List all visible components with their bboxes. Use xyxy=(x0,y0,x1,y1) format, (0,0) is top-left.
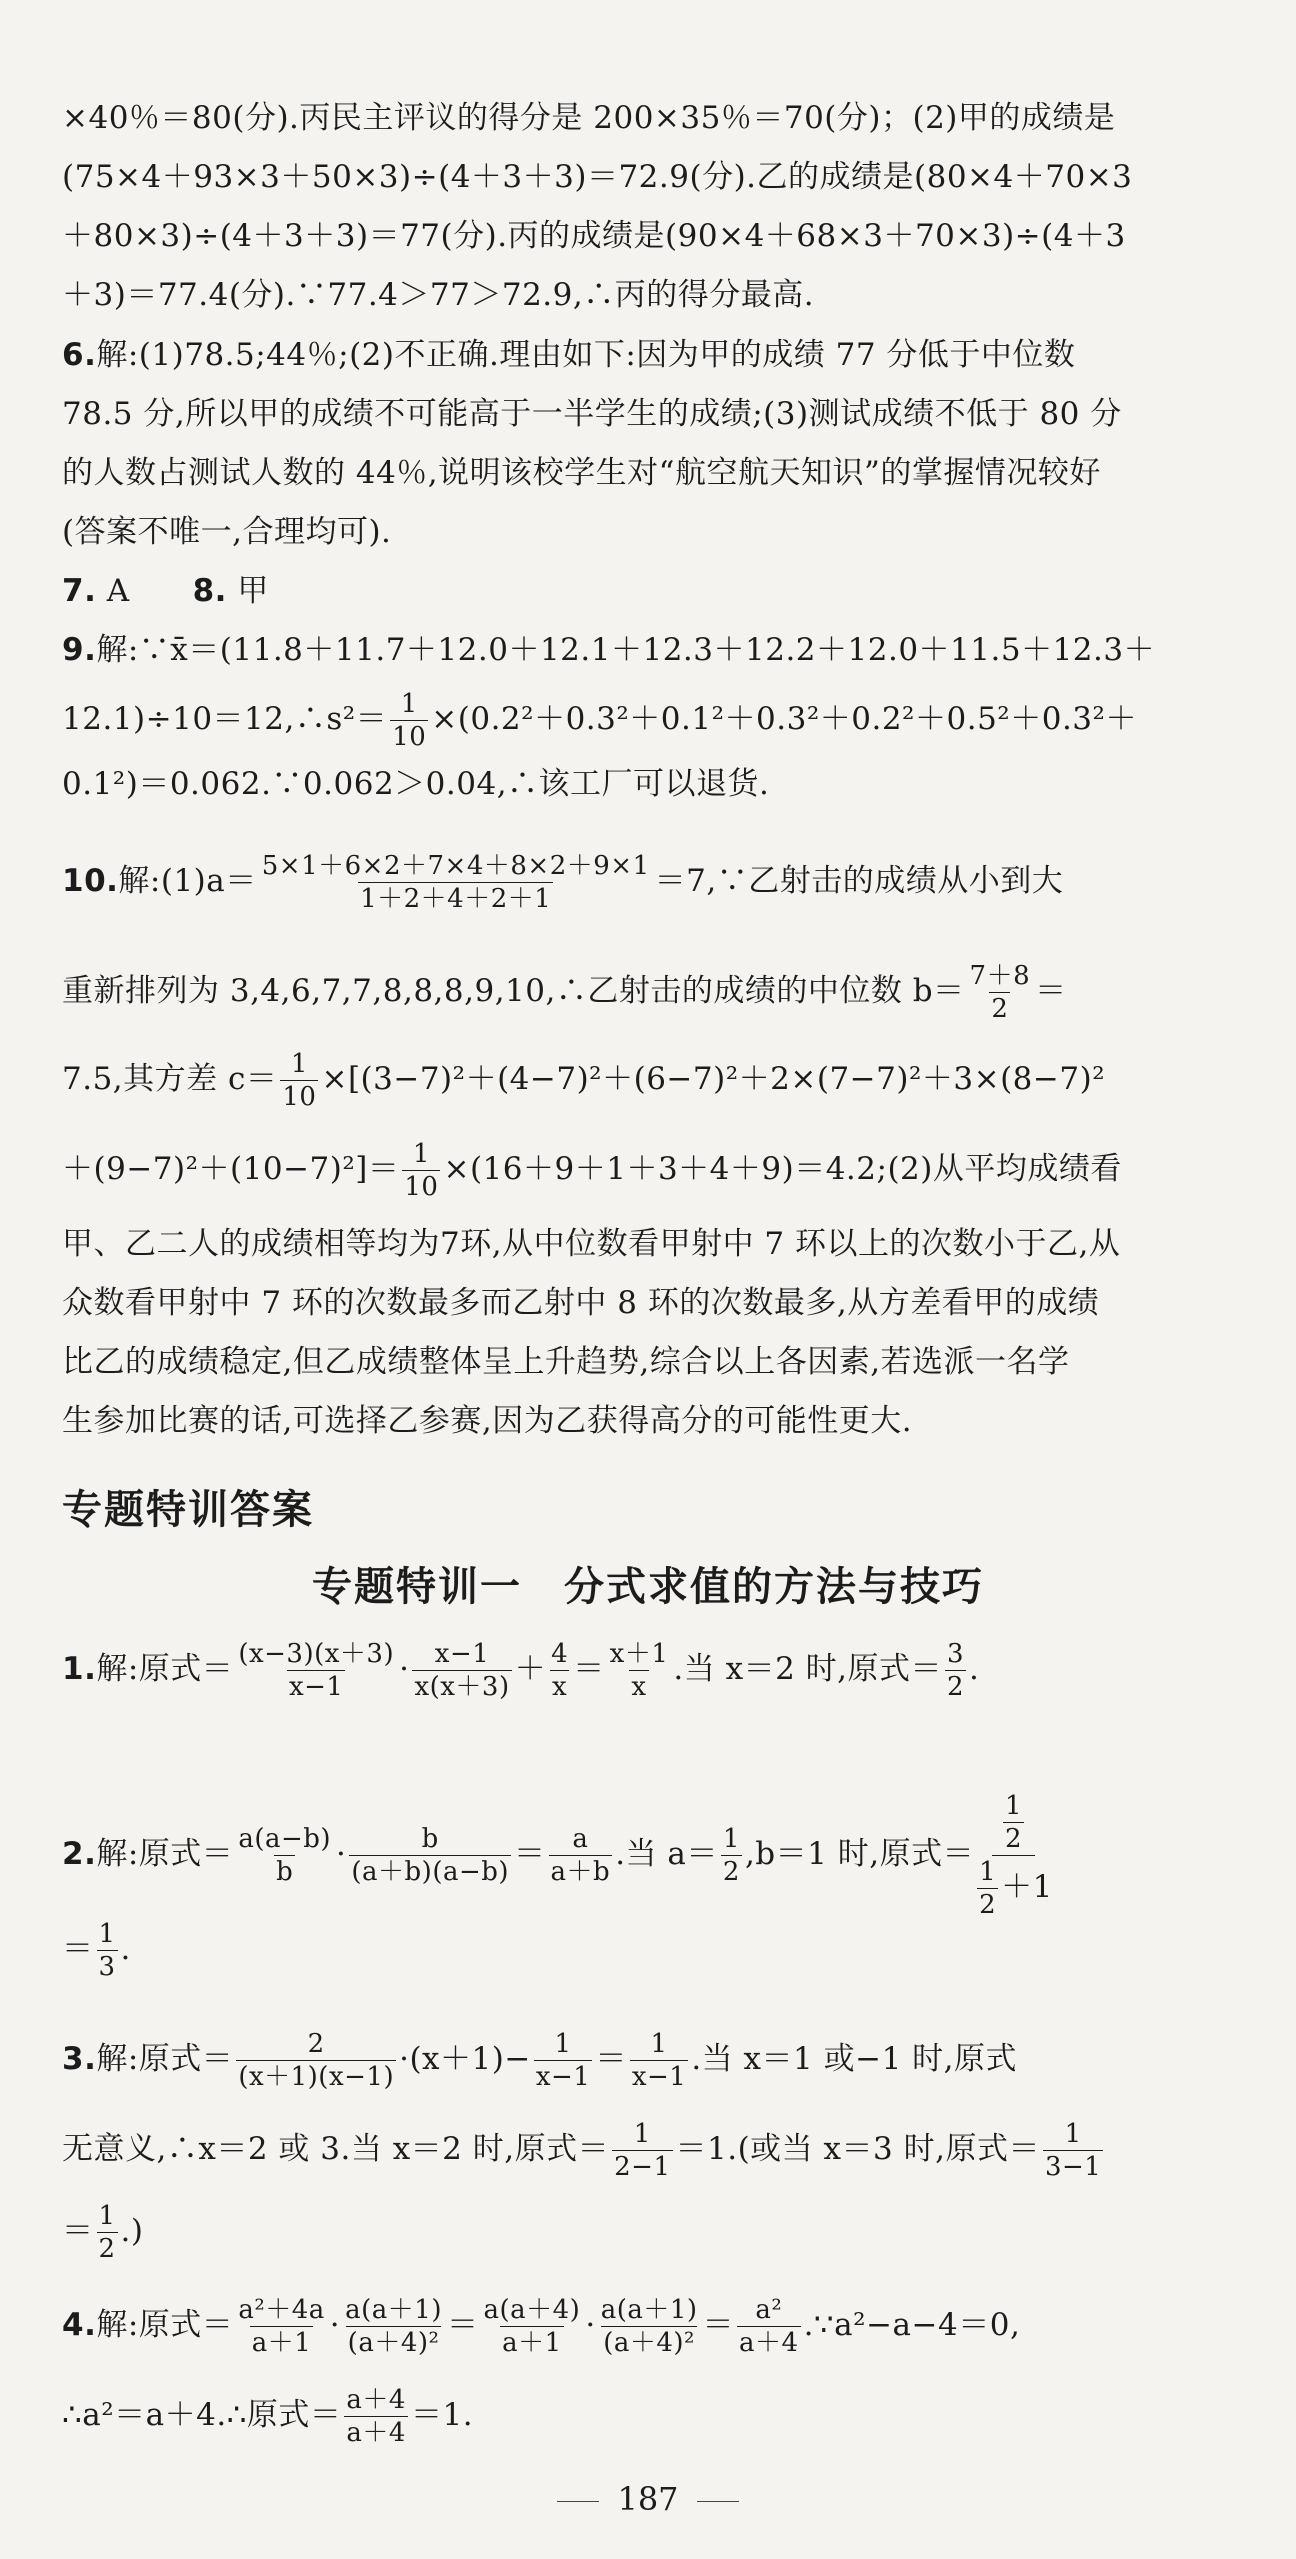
text: · xyxy=(399,1651,410,1687)
denominator: x xyxy=(631,1672,647,1702)
text-line xyxy=(62,1048,1262,1113)
question-number: 2. xyxy=(62,1836,97,1872)
question-number: 9. xyxy=(62,632,97,668)
text: (或当 x＝3 时,原式＝ xyxy=(737,2131,1040,2167)
text: ＋1 xyxy=(1001,1869,1053,1905)
fraction xyxy=(608,1638,671,1703)
question-number: 6. xyxy=(62,337,97,373)
numerator: a＋4 xyxy=(346,2385,406,2415)
text: ＝1. xyxy=(675,2131,738,2167)
numerator: b xyxy=(421,1824,439,1854)
denominator: 2 xyxy=(979,1890,997,1920)
denominator: 10 xyxy=(392,722,427,752)
text: ∴a²＝a＋4.∴原式＝ xyxy=(62,2397,342,2433)
denominator: a＋4 xyxy=(346,2418,406,2448)
fraction xyxy=(599,2294,700,2359)
text-line: 生参加比赛的话,可选择乙参赛,因为乙获得高分的可能性更大. xyxy=(62,1403,913,1439)
complex-numerator xyxy=(992,1790,1035,1856)
numerator: a²＋4a xyxy=(238,2295,325,2325)
denominator: 2 xyxy=(722,1857,740,1887)
text: ＝ xyxy=(573,1651,605,1687)
text: 12.1)÷10＝12,∴s²＝ xyxy=(62,701,388,737)
text-line xyxy=(62,1138,1262,1203)
text: ＝ xyxy=(62,2213,94,2249)
fraction xyxy=(412,1638,511,1703)
text-line: 比乙的成绩稳定,但乙成绩整体呈上升趋势,综合以上各因素,若选派一名学 xyxy=(62,1344,1070,1380)
denominator: x−1 xyxy=(535,2062,591,2092)
numerator: a(a＋4) xyxy=(483,2295,581,2325)
numerator: 1 xyxy=(1004,1791,1022,1821)
question-number: 4. xyxy=(62,2307,97,2343)
numerator: 4 xyxy=(551,1639,569,1669)
special-answer-4 xyxy=(62,2294,1262,2359)
answer-6 xyxy=(62,333,1262,377)
text-line: (答案不唯一,合理均可). xyxy=(62,514,392,550)
denominator: a＋1 xyxy=(251,2328,312,2358)
numerator: 1 xyxy=(98,2201,116,2231)
text: ＝ xyxy=(1035,973,1067,1009)
fraction xyxy=(534,2028,593,2093)
text-line xyxy=(62,2384,1262,2449)
fraction xyxy=(280,1048,318,1113)
numerator: 2 xyxy=(307,2029,325,2059)
question-number: 8. xyxy=(192,573,227,609)
section-heading: 专题特训答案 xyxy=(62,1487,314,1533)
text: ＝ xyxy=(446,2307,479,2343)
numerator: a(a＋1) xyxy=(345,2295,442,2325)
denominator: 3−1 xyxy=(1044,2152,1102,2182)
denominator: 1＋2＋4＋2＋1 xyxy=(360,884,552,914)
question-number: 7. xyxy=(62,573,97,609)
denominator: 2−1 xyxy=(614,2152,671,2182)
denominator: 2 xyxy=(991,994,1009,1024)
text: 解:原式＝ xyxy=(96,1836,234,1872)
text: ＝ xyxy=(702,2307,735,2343)
fraction xyxy=(737,2294,801,2359)
fraction xyxy=(549,1823,613,1888)
text-line xyxy=(62,960,1262,1025)
numerator: 5×1＋6×2＋7×4＋8×2＋9×1 xyxy=(261,851,650,881)
denominator: 2 xyxy=(947,1672,965,1702)
text: 解:(1)78.5;44％;(2)不正确.理由如下:因为甲的成绩 77 分低于中位数 xyxy=(96,337,1076,373)
section-subheading: 专题特训一 分式求值的方法与技巧 xyxy=(312,1564,984,1610)
text-line: 众数看甲射中 7 环的次数最多而乙射中 8 环的次数最多,从方差看甲的成绩 xyxy=(62,1285,1100,1321)
denominator: x xyxy=(552,1672,568,1702)
special-answer-1 xyxy=(62,1638,1262,1703)
dash-right xyxy=(697,2501,739,2502)
text: ＝ xyxy=(514,1836,546,1872)
fraction xyxy=(630,2028,689,2093)
text: ×(16＋9＋1＋3＋4＋9)＝4.2;(2)从平均成绩看 xyxy=(443,1151,1122,1187)
numerator: 1 xyxy=(290,1049,308,1079)
text: ,b＝1 时,原式＝ xyxy=(744,1836,975,1872)
fraction xyxy=(402,1138,440,1203)
fraction xyxy=(390,688,428,753)
text: . xyxy=(120,1931,131,1967)
text: ＝ xyxy=(595,2041,627,2077)
numerator: 1 xyxy=(650,2029,668,2059)
denominator: 10 xyxy=(404,1172,439,1202)
fraction xyxy=(236,2028,396,2093)
numerator: a xyxy=(572,1824,589,1854)
complex-denominator xyxy=(974,1856,1053,1921)
text-line: 0.1²)＝0.062.∵0.062＞0.04,∴该工厂可以退货. xyxy=(62,766,770,802)
text: ＝1. xyxy=(410,2397,474,2433)
answer-7-8 xyxy=(62,569,1262,613)
text: .当 x＝2 时,原式＝ xyxy=(673,1651,942,1687)
text: ＝ xyxy=(62,1931,94,1967)
text: ×(0.2²＋0.3²＋0.1²＋0.3²＋0.2²＋0.5²＋0.3²＋ xyxy=(431,701,1137,737)
fraction xyxy=(343,2294,444,2359)
text-line xyxy=(62,1918,1262,1983)
special-answer-2: 2.解:原式＝ $\frac{a(a-b)}{b}$ · $\frac{b}{(a+b)(a-b)}$ ＝ $\frac{a}{a+b}$ .当 a＝ $\frac{1}{2}$ ,b＝1 时,原式＝ $\frac{1}{2}$ $\frac{1}{2}$ ＋1 xyxy=(62,1791,1053,1920)
denominator: 2 xyxy=(1004,1824,1022,1854)
text-line xyxy=(62,688,1262,753)
denominator: b xyxy=(276,1857,294,1887)
fraction xyxy=(481,2294,582,2359)
answer-10 xyxy=(62,850,1262,915)
text: A xyxy=(96,573,162,609)
numerator: 1 xyxy=(412,1139,430,1169)
text: .当 a＝ xyxy=(615,1836,718,1872)
text-line: 的人数占测试人数的 44％,说明该校学生对“航空航天知识”的掌握情况较好 xyxy=(62,455,1101,491)
numerator: 1 xyxy=(1064,2119,1082,2149)
fraction xyxy=(349,1823,511,1888)
denominator: x−1 xyxy=(631,2062,687,2092)
fraction xyxy=(344,2384,408,2449)
fraction xyxy=(968,960,1033,1025)
numerator: 1 xyxy=(722,1824,740,1854)
text: · xyxy=(329,2307,341,2343)
text-line: (75×4＋93×3＋50×3)÷(4＋3＋3)＝72.9(分).乙的成绩是(80×4＋70×3 xyxy=(62,159,1133,195)
fraction xyxy=(236,2294,326,2359)
fraction xyxy=(1043,2118,1103,2183)
dash-left xyxy=(557,2501,599,2502)
denominator: a＋b xyxy=(550,1857,611,1887)
text: ＋ xyxy=(514,1651,547,1687)
text-line xyxy=(62,2118,1262,2183)
denominator: a＋4 xyxy=(739,2328,799,2358)
text-line xyxy=(62,2200,1262,2265)
text-line: 78.5 分,所以甲的成绩不可能高于一半学生的成绩;(3)测试成绩不低于 80 分 xyxy=(62,396,1122,432)
denominator: (a＋4)² xyxy=(603,2328,695,2358)
text: .) xyxy=(120,2213,144,2249)
text: 解:原式＝ xyxy=(96,2041,234,2077)
answer-9 xyxy=(62,628,1262,672)
complex-fraction xyxy=(974,1790,1053,1921)
page-number-text: 187 xyxy=(617,2480,679,2518)
numerator: 1 xyxy=(554,2029,572,2059)
fraction xyxy=(549,1638,570,1703)
text: 解:∵x̄＝(11.8＋11.7＋12.0＋12.1＋12.3＋12.2＋12.0＋11.5＋12.3＋ xyxy=(96,632,1156,668)
denominator: 2 xyxy=(98,2234,116,2264)
fraction xyxy=(260,850,652,915)
denominator: (a＋b)(a−b) xyxy=(351,1857,510,1887)
text-line: ×40％＝80(分).丙民主评议的得分是 200×35％＝70(分)；(2)甲的成绩是 xyxy=(62,100,1116,136)
question-number: 10. xyxy=(62,863,119,899)
page-number xyxy=(0,2480,1296,2518)
fraction xyxy=(612,2118,672,2183)
text: .∵a²−a−4＝0, xyxy=(803,2307,1021,2343)
text: 甲 xyxy=(226,573,269,609)
text: ×[(3−7)²＋(4−7)²＋(6−7)²＋2×(7−7)²＋3×(8−7)² xyxy=(321,1061,1106,1097)
text: ＝7,∵乙射击的成绩从小到大 xyxy=(654,863,1064,899)
question-number: 3. xyxy=(62,2041,97,2077)
denominator: 10 xyxy=(282,1082,317,1112)
fraction xyxy=(236,1638,396,1703)
numerator: a² xyxy=(755,2295,783,2325)
denominator: 3 xyxy=(98,1952,116,1982)
fraction xyxy=(1003,1790,1024,1855)
denominator: x(x＋3) xyxy=(414,1672,510,1702)
numerator: 3 xyxy=(947,1639,965,1669)
text-line: 甲、乙二人的成绩相等均为7环,从中位数看甲射中 7 环以上的次数小于乙,从 xyxy=(62,1226,1121,1262)
fraction xyxy=(97,1918,118,1983)
numerator: 1 xyxy=(979,1857,997,1887)
fraction xyxy=(977,1856,998,1921)
numerator: x＋1 xyxy=(609,1639,669,1669)
question-number: 1. xyxy=(62,1651,97,1687)
numerator: 1 xyxy=(633,2119,651,2149)
text: 解:原式＝ xyxy=(96,1651,234,1687)
text: ·(x＋1)− xyxy=(399,2041,531,2077)
text: . xyxy=(969,1651,980,1687)
fraction xyxy=(721,1823,742,1888)
denominator: x−1 xyxy=(288,1672,344,1702)
text: 解:原式＝ xyxy=(96,2307,234,2343)
text: 解:(1)a＝ xyxy=(118,863,257,899)
text-line: ＋80×3)÷(4＋3＋3)＝77(分).丙的成绩是(90×4＋68×3＋70×3)÷(4＋3 xyxy=(62,218,1126,254)
text: 7.5,其方差 c＝ xyxy=(62,1061,278,1097)
text: 无意义,∴x＝2 或 3.当 x＝2 时,原式＝ xyxy=(62,2131,610,2167)
fraction xyxy=(236,1823,333,1888)
text: 重新排列为 3,4,6,7,7,8,8,8,9,10,∴乙射击的成绩的中位数 b＝ xyxy=(62,973,965,1009)
denominator: a＋1 xyxy=(502,2328,562,2358)
denominator: (x＋1)(x−1) xyxy=(238,2062,395,2092)
numerator: 1 xyxy=(400,689,418,719)
numerator: (x−3)(x＋3) xyxy=(238,1639,395,1669)
numerator: a(a＋1) xyxy=(600,2295,698,2325)
numerator: a(a−b) xyxy=(238,1824,332,1854)
special-answer-3 xyxy=(62,2028,1262,2093)
text: ＋(9−7)²＋(10−7)²]＝ xyxy=(62,1151,400,1187)
numerator: x−1 xyxy=(434,1639,490,1669)
fraction xyxy=(97,2200,118,2265)
denominator: (a＋4)² xyxy=(347,2328,440,2358)
fraction xyxy=(945,1638,966,1703)
numerator: 1 xyxy=(98,1919,116,1949)
text: · xyxy=(585,2307,596,2343)
numerator: 7＋8 xyxy=(969,961,1031,991)
text-line: ＋3)＝77.4(分).∵77.4＞77＞72.9,∴丙的得分最高. xyxy=(62,277,815,313)
text: .当 x＝1 或−1 时,原式 xyxy=(691,2041,1018,2077)
